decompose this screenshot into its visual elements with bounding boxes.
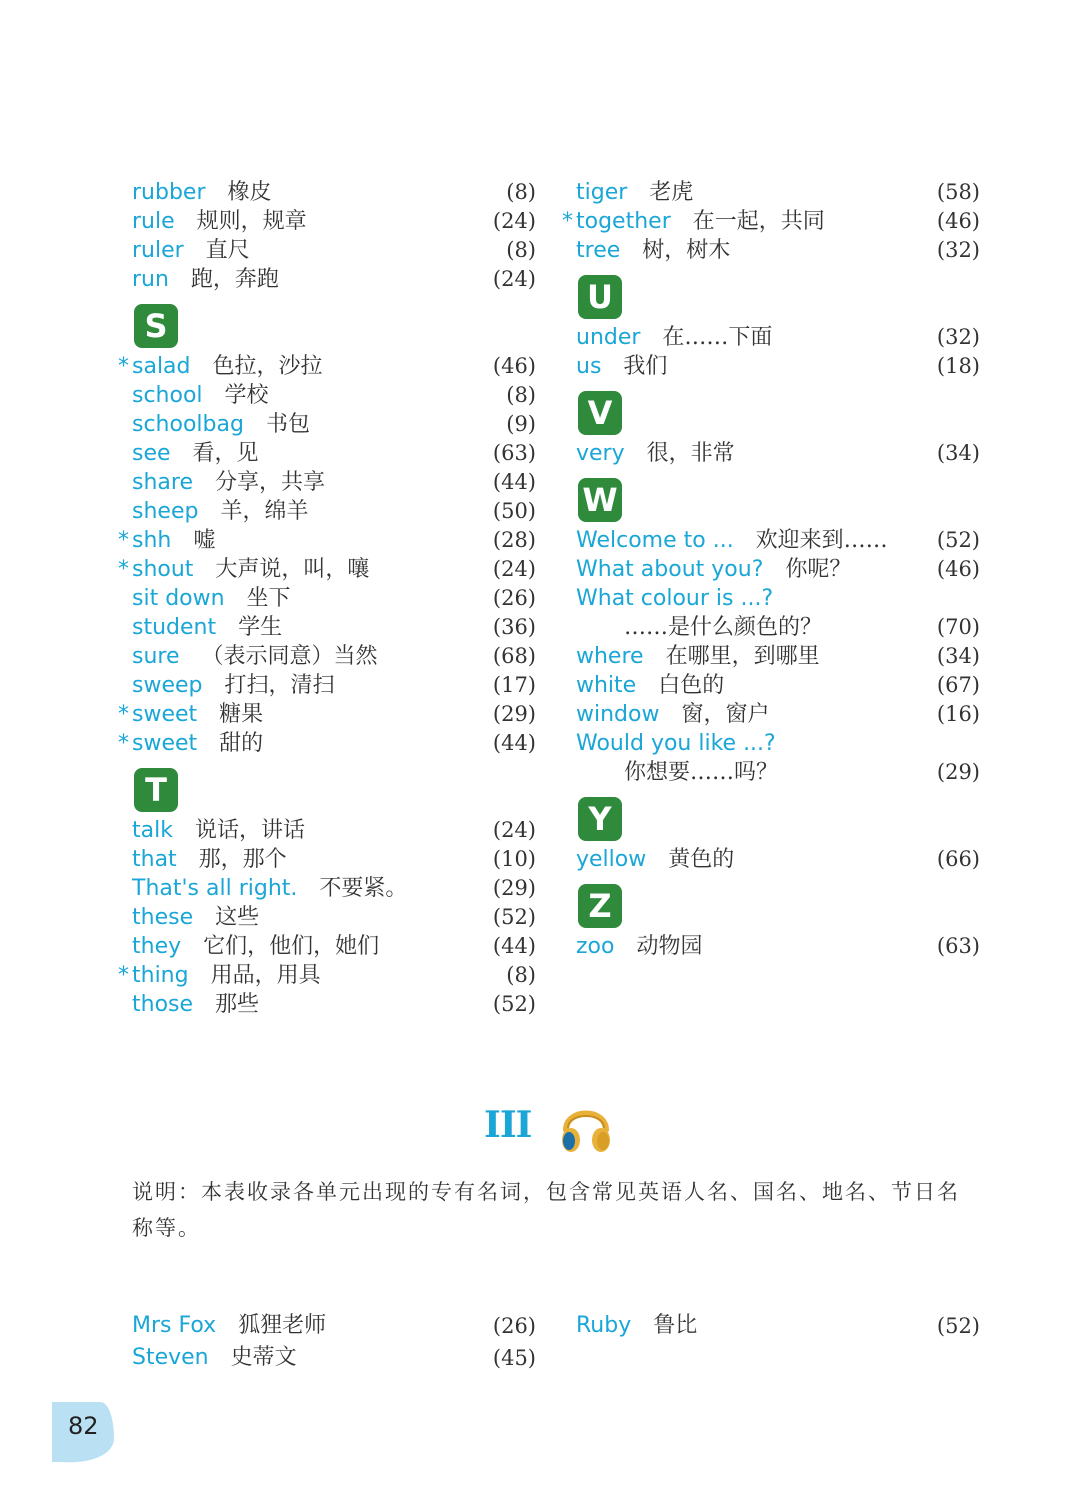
entry-english: What about you? (576, 557, 764, 582)
entry-chinese: （表示同意）当然 (201, 644, 378, 669)
entry-page: (28) (492, 528, 536, 552)
entry-chinese: 窗，窗户 (681, 702, 770, 727)
glossary-entry (118, 584, 536, 613)
glossary-entry (118, 497, 536, 526)
entry-chinese: 打扫，清扫 (224, 673, 335, 698)
glossary-entry (562, 178, 980, 207)
proper-nouns-left-column (118, 1310, 536, 1374)
glossary-entry-continuation (562, 613, 980, 642)
entry-page: (8) (506, 963, 536, 987)
entry-page: (29) (936, 760, 980, 784)
glossary-entry (562, 352, 980, 381)
entry-english: sweet (132, 702, 198, 727)
glossary-entry (118, 729, 536, 758)
entry-chinese: 树，树木 (642, 238, 731, 263)
glossary-entry (118, 990, 536, 1019)
entry-english: Steven (132, 1345, 209, 1370)
entry-page: (46) (492, 354, 536, 378)
entry-english: those (132, 992, 194, 1017)
entry-page: (32) (936, 238, 980, 262)
entry-english: yellow (576, 847, 647, 872)
entry-chinese: 很，非常 (646, 441, 735, 466)
glossary-entry (562, 642, 980, 671)
glossary-left-column (118, 178, 536, 1019)
letter-badge-s: S (134, 304, 178, 348)
entry-chinese: 糖果 (219, 702, 264, 727)
glossary-entry (118, 207, 536, 236)
entry-english: ruler (132, 238, 184, 263)
entry-page: (34) (936, 644, 980, 668)
entry-page: (18) (936, 354, 980, 378)
glossary-entry (118, 671, 536, 700)
entry-english: sweep (132, 673, 203, 698)
glossary-entry (118, 961, 536, 990)
entry-english: Ruby (576, 1313, 632, 1338)
entry-chinese: 书包 (265, 412, 310, 437)
entry-english: share (132, 470, 193, 495)
entry-english: school (132, 383, 203, 408)
entry-page: (10) (492, 847, 536, 871)
glossary-entry (118, 555, 536, 584)
section-roman-numeral: III (484, 1104, 532, 1146)
entry-english: rubber (132, 180, 206, 205)
entry-chinese: 学生 (238, 615, 283, 640)
entry-page: (24) (492, 818, 536, 842)
entry-english: rule (132, 209, 175, 234)
entry-english: white (576, 673, 637, 698)
glossary-entry (562, 729, 980, 758)
entry-page: (52) (492, 905, 536, 929)
glossary-entry (118, 439, 536, 468)
entry-page: (9) (506, 412, 536, 436)
entry-english: sweet (132, 731, 198, 756)
entry-page: (45) (492, 1346, 536, 1370)
letter-badge-z: Z (578, 884, 622, 928)
entry-english: sheep (132, 499, 199, 524)
letter-badge-u: U (578, 275, 622, 319)
entry-page: (63) (492, 441, 536, 465)
entry-page: (58) (936, 180, 980, 204)
glossary-entry (562, 555, 980, 584)
entry-star: * (118, 354, 129, 379)
entry-english: they (132, 934, 182, 959)
entry-chinese: 黄色的 (668, 847, 735, 872)
entry-chinese: 学校 (224, 383, 269, 408)
entry-page: (29) (492, 702, 536, 726)
entry-chinese: 那，那个 (198, 847, 287, 872)
entry-chinese: 在……下面 (662, 325, 773, 350)
entry-chinese: 白色的 (658, 673, 725, 698)
entry-chinese: 老虎 (649, 180, 694, 205)
entry-chinese: 不要紧。 (319, 876, 408, 901)
entry-page: (44) (492, 470, 536, 494)
entry-page: (29) (492, 876, 536, 900)
entry-english: these (132, 905, 194, 930)
entry-english: schoolbag (132, 412, 244, 437)
entry-star: * (118, 963, 129, 988)
entry-english: us (576, 354, 602, 379)
entry-chinese: 史蒂文 (230, 1345, 297, 1370)
glossary-entry (562, 207, 980, 236)
page-number: 82 (68, 1412, 99, 1440)
entry-page: (46) (936, 209, 980, 233)
glossary-entry (118, 700, 536, 729)
entry-english: window (576, 702, 660, 727)
entry-english: student (132, 615, 217, 640)
entry-chinese: 狐狸老师 (238, 1313, 327, 1338)
entry-chinese: 分享，共享 (214, 470, 325, 495)
entry-english: Mrs Fox (132, 1313, 217, 1338)
entry-chinese: 说话，讲话 (194, 818, 305, 843)
entry-english: Would you like ...? (576, 731, 776, 756)
entry-chinese: 在一起，共同 (692, 209, 825, 234)
entry-chinese: 你呢？ (785, 557, 852, 582)
glossary-entry (118, 1310, 536, 1342)
entry-chinese: 规则，规章 (196, 209, 307, 234)
entry-page: (52) (492, 992, 536, 1016)
glossary-entry (118, 468, 536, 497)
entry-chinese: 看，见 (192, 441, 259, 466)
entry-english: sure (132, 644, 180, 669)
entry-page: (52) (936, 528, 980, 552)
entry-star: * (118, 731, 129, 756)
glossary-entry (118, 874, 536, 903)
entry-english: run (132, 267, 169, 292)
glossary-entry (118, 265, 536, 294)
entry-page: (36) (492, 615, 536, 639)
glossary-entry (562, 323, 980, 352)
entry-page: (66) (936, 847, 980, 871)
entry-english: where (576, 644, 644, 669)
entry-chinese: 跑，奔跑 (190, 267, 279, 292)
entry-english: shout (132, 557, 194, 582)
entry-english: tiger (576, 180, 628, 205)
entry-english: very (576, 441, 625, 466)
entry-chinese: 橡皮 (227, 180, 272, 205)
entry-chinese: 我们 (623, 354, 668, 379)
entry-english: under (576, 325, 641, 350)
entry-english: talk (132, 818, 173, 843)
glossary-entry (118, 845, 536, 874)
entry-page: (26) (492, 586, 536, 610)
glossary-entry (562, 439, 980, 468)
glossary-entry (118, 932, 536, 961)
entry-page: (44) (492, 731, 536, 755)
entry-page: (8) (506, 238, 536, 262)
entry-chinese: 色拉，沙拉 (212, 354, 323, 379)
entry-page: (17) (492, 673, 536, 697)
entry-star: * (118, 702, 129, 727)
entry-chinese: 羊，绵羊 (220, 499, 309, 524)
glossary-entry (562, 700, 980, 729)
entry-page: (68) (492, 644, 536, 668)
glossary-entry (562, 932, 980, 961)
entry-english: thing (132, 963, 189, 988)
entry-page: (24) (492, 209, 536, 233)
entry-page: (50) (492, 499, 536, 523)
entry-chinese: 在哪里，到哪里 (665, 644, 820, 669)
entry-page: (63) (936, 934, 980, 958)
entry-chinese: 欢迎来到…… (755, 528, 888, 553)
entry-page: (8) (506, 180, 536, 204)
section-heading-iii (484, 1094, 624, 1154)
entry-english: see (132, 441, 171, 466)
glossary-entry-continuation (562, 758, 980, 787)
entry-star: * (118, 528, 129, 553)
letter-badge-w: W (578, 478, 622, 522)
proper-nouns-right-column (562, 1310, 980, 1342)
entry-chinese: 这些 (215, 905, 260, 930)
entry-english: that (132, 847, 177, 872)
entry-chinese: 大声说，叫，嚷 (215, 557, 370, 582)
entry-page: (26) (492, 1314, 536, 1338)
glossary-entry (118, 613, 536, 642)
entry-english: together (576, 209, 671, 234)
entry-chinese: 那些 (215, 992, 260, 1017)
entry-page: (24) (492, 267, 536, 291)
glossary-entry (562, 584, 980, 613)
entry-chinese: 嘘 (193, 528, 216, 553)
entry-chinese: 你想要……吗？ (624, 760, 779, 785)
glossary-entry (562, 671, 980, 700)
entry-english: shh (132, 528, 172, 553)
entry-chinese: 坐下 (246, 586, 291, 611)
entry-chinese: 它们，他们，她们 (203, 934, 380, 959)
entry-page: (32) (936, 325, 980, 349)
glossary-entry (118, 236, 536, 265)
entry-page: (44) (492, 934, 536, 958)
entry-page: (24) (492, 557, 536, 581)
headphones-icon (558, 1096, 614, 1156)
entry-page: (8) (506, 383, 536, 407)
glossary-entry (562, 845, 980, 874)
glossary-entry (562, 1310, 980, 1342)
entry-english: Welcome to ... (576, 528, 734, 553)
entry-chinese: ……是什么颜色的？ (624, 615, 823, 640)
letter-badge-y: Y (578, 797, 622, 841)
glossary-entry (118, 352, 536, 381)
glossary-entry (118, 178, 536, 207)
glossary-entry (118, 381, 536, 410)
entry-english: salad (132, 354, 191, 379)
glossary-entry (562, 236, 980, 265)
glossary-entry (118, 903, 536, 932)
glossary-entry (118, 642, 536, 671)
entry-english: What colour is ...? (576, 586, 774, 611)
entry-page: (70) (936, 615, 980, 639)
entry-page: (46) (936, 557, 980, 581)
glossary-note: 说明：本表收录各单元出现的专有名词，包含常见英语人名、国名、地名、节日名称等。 (132, 1180, 960, 1240)
entry-chinese: 动物园 (636, 934, 703, 959)
glossary-entry (118, 816, 536, 845)
glossary-entry (118, 410, 536, 439)
glossary-entry (118, 526, 536, 555)
entry-star: * (562, 209, 573, 234)
page-number-tab (48, 1402, 114, 1464)
entry-page: (16) (936, 702, 980, 726)
entry-chinese: 直尺 (205, 238, 250, 263)
glossary-entry (118, 1342, 536, 1374)
entry-page: (52) (936, 1314, 980, 1338)
entry-chinese: 鲁比 (653, 1313, 698, 1338)
glossary-entry (562, 526, 980, 555)
entry-star: * (118, 557, 129, 582)
letter-badge-t: T (134, 768, 178, 812)
entry-english: That's all right. (132, 876, 298, 901)
entry-page: (34) (936, 441, 980, 465)
entry-page: (67) (936, 673, 980, 697)
entry-english: tree (576, 238, 621, 263)
letter-badge-v: V (578, 391, 622, 435)
entry-english: zoo (576, 934, 615, 959)
entry-chinese: 甜的 (219, 731, 264, 756)
entry-chinese: 用品，用具 (210, 963, 321, 988)
entry-english: sit down (132, 586, 225, 611)
glossary-right-column (562, 178, 980, 961)
